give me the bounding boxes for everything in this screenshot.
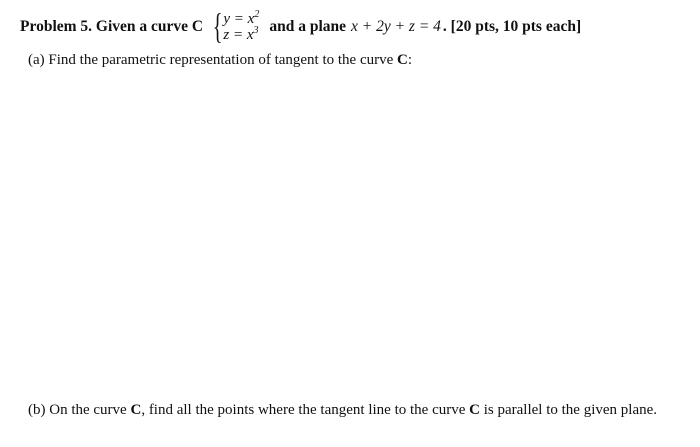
part-a-suffix: : — [407, 52, 413, 68]
equation-stack — [223, 11, 259, 43]
points-label: [20 pts, 10 pts each] — [450, 18, 582, 35]
part-a-question — [28, 52, 412, 69]
part-b-question — [28, 402, 657, 419]
part-b-text-middle: , find all the points where the tangent line to the curve — [141, 402, 470, 418]
curve-system — [209, 5, 260, 46]
period: . — [442, 18, 447, 35]
part-b-text-start: (b) On the curve — [28, 402, 131, 418]
part-b-curve-1: C — [130, 402, 142, 418]
left-brace: { — [212, 5, 223, 46]
problem-statement — [20, 5, 582, 46]
connector-text: and a plane — [269, 18, 346, 35]
part-a-text: (a) Find the parametric representation of tangent to the curve — [28, 52, 398, 68]
part-b-text-end: is parallel to the given plane. — [479, 402, 658, 418]
equation-z: $z = x^3$ — [223, 25, 259, 43]
problem-heading: Problem 5. Given a curve C — [20, 18, 204, 35]
plane-equation: x + 2y + z = 4 — [351, 18, 441, 35]
part-b-curve-2: C — [469, 402, 480, 418]
part-a-curve: C — [397, 52, 408, 68]
equation-y: $y = x^2$ — [223, 9, 260, 27]
